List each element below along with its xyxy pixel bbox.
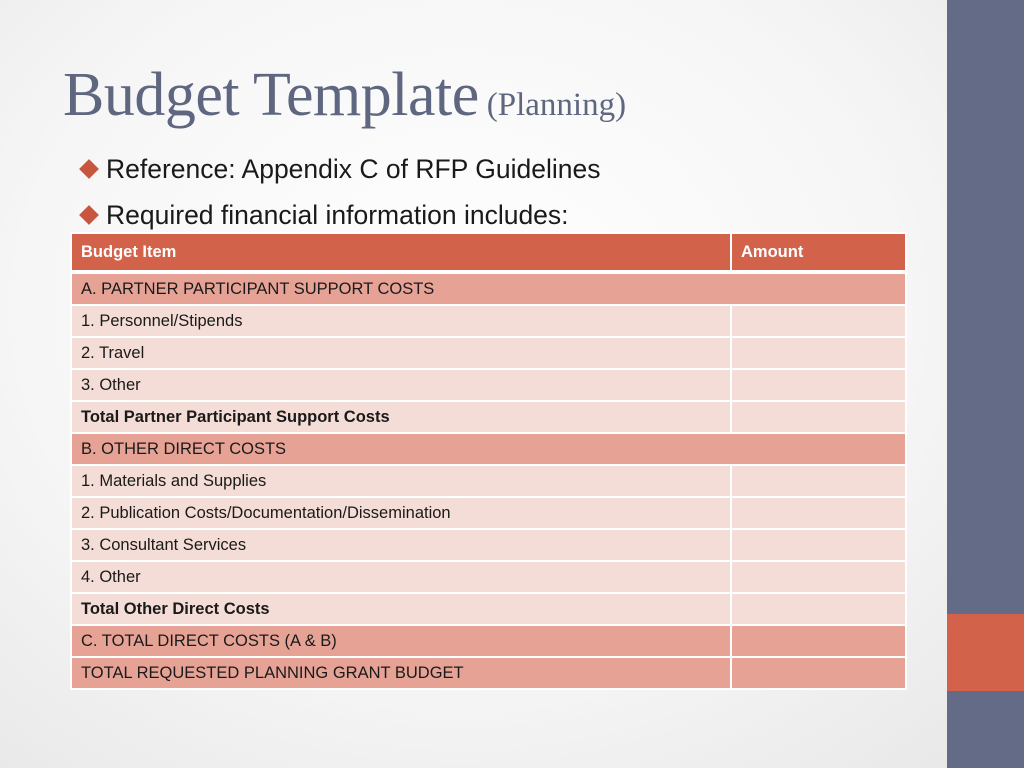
row-label: Total Other Direct Costs — [71, 593, 731, 625]
table-header-row — [71, 233, 906, 272]
amount-cell — [731, 337, 906, 369]
row-label: 2. Travel — [71, 337, 731, 369]
amount-cell — [731, 465, 906, 497]
side-accent-block — [947, 614, 1024, 691]
row-label: C. TOTAL DIRECT COSTS (A & B) — [71, 625, 731, 657]
table-row-section-a — [71, 272, 906, 305]
bullet-text: Reference: Appendix C of RFP Guidelines — [106, 153, 601, 184]
row-label: 4. Other — [71, 561, 731, 593]
table-row — [71, 497, 906, 529]
bullet-text: Required financial information includes: — [106, 199, 569, 230]
row-label: Total Partner Participant Support Costs — [71, 401, 731, 433]
table-row — [71, 561, 906, 593]
row-label: 3. Consultant Services — [71, 529, 731, 561]
slide-title — [63, 60, 626, 131]
diamond-bullet-icon — [79, 205, 99, 225]
table-row-total-a — [71, 401, 906, 433]
amount-cell — [731, 561, 906, 593]
title-main: Budget Template — [63, 61, 479, 129]
row-label: B. OTHER DIRECT COSTS — [71, 433, 906, 465]
table-row-section-b — [71, 433, 906, 465]
diamond-bullet-icon — [79, 159, 99, 179]
amount-cell — [731, 625, 906, 657]
row-label: 2. Publication Costs/Documentation/Dissemination — [71, 497, 731, 529]
row-label: 1. Materials and Supplies — [71, 465, 731, 497]
table-row-total-b — [71, 593, 906, 625]
amount-cell — [731, 497, 906, 529]
table-row — [71, 369, 906, 401]
bullet-list — [78, 146, 600, 238]
header-budget-item: Budget Item — [71, 233, 731, 272]
row-label: A. PARTNER PARTICIPANT SUPPORT COSTS — [71, 272, 906, 305]
amount-cell — [731, 369, 906, 401]
table-row — [71, 465, 906, 497]
table-row — [71, 305, 906, 337]
budget-table — [70, 232, 907, 690]
row-label: 1. Personnel/Stipends — [71, 305, 731, 337]
table-row-grand-total — [71, 657, 906, 689]
table-row — [71, 529, 906, 561]
amount-cell — [731, 401, 906, 433]
amount-cell — [731, 657, 906, 689]
amount-cell — [731, 529, 906, 561]
row-label: 3. Other — [71, 369, 731, 401]
header-amount: Amount — [731, 233, 906, 272]
table-row — [71, 337, 906, 369]
title-subtitle: (Planning) — [486, 87, 627, 123]
row-label: TOTAL REQUESTED PLANNING GRANT BUDGET — [71, 657, 731, 689]
amount-cell — [731, 305, 906, 337]
bullet-reference — [78, 146, 600, 192]
amount-cell — [731, 593, 906, 625]
table-row-total-direct — [71, 625, 906, 657]
